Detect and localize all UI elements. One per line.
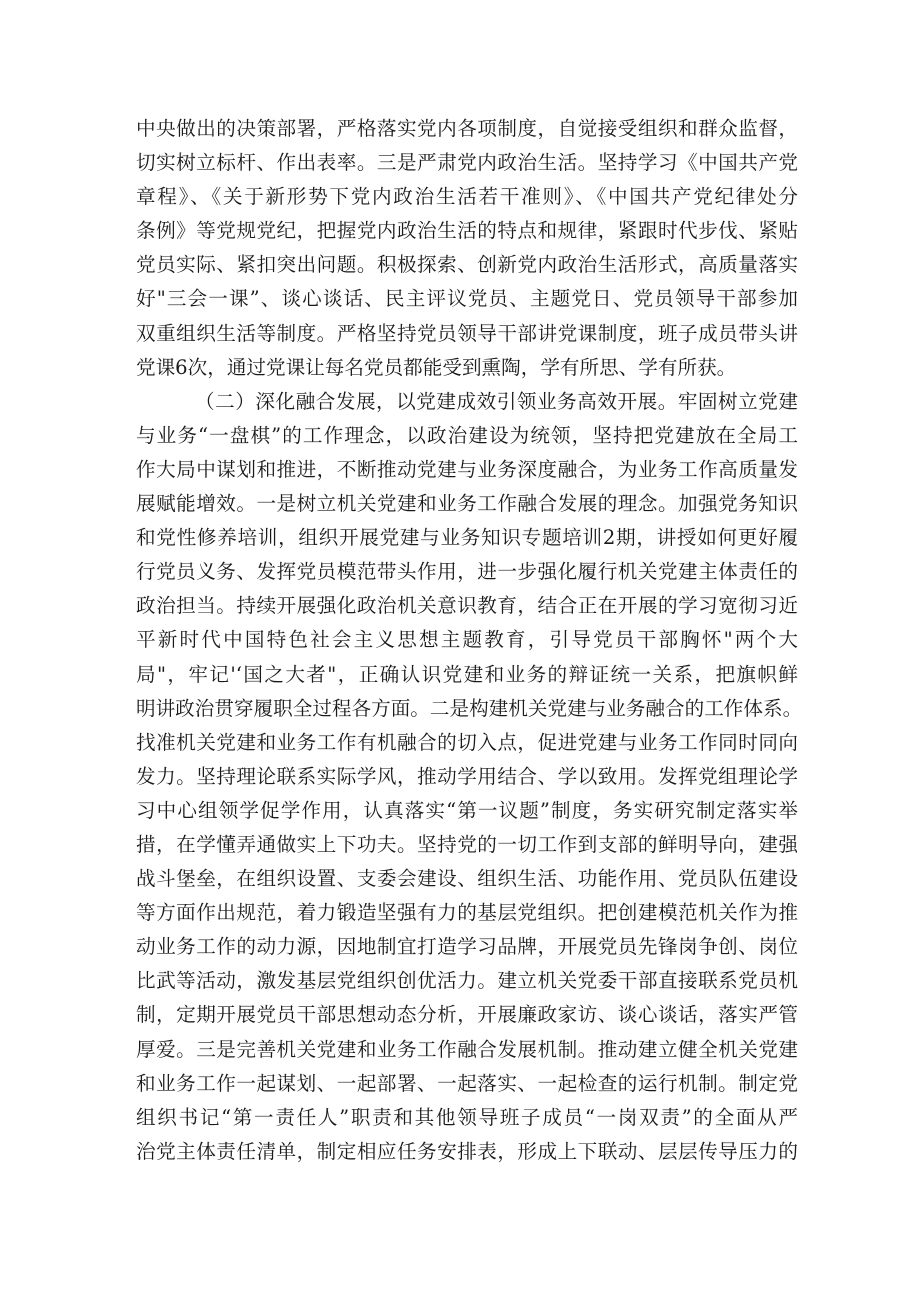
text-line: 习中心组领学促学作用，认真落实“第一议题”制度，务实研究制定落实举 [136, 798, 798, 822]
text-line: 章程》、《关于新形势下党内政治生活若干准则》、《中国共产党纪律处分 [136, 185, 798, 209]
text-line: 行党员义务、发挥党员模范带头作用，进一步强化履行机关党建主体责任的 [136, 560, 798, 584]
text-line: 双重组织生活等制度。严格坚持党员领导干部讲党课制度，班子成员带头讲 [136, 321, 798, 345]
text-line: 党课6次，通过党课让每名党员都能受到熏陶，学有所思、学有所获。 [136, 355, 737, 379]
text-line: 局"，牢记'‘国之大者"，正确认识党建和业务的辩证统一关系，把旗帜鲜 [136, 662, 798, 686]
text-line: 切实树立标杆、作出表率。三是严肃党内政治生活。坚持学习《中国共产党 [136, 151, 798, 175]
text-line: 和业务工作一起谋划、一起部署、一起落实、一起检查的运行机制。制定党 [136, 1071, 798, 1095]
text-line: 和党性修养培训，组织开展党建与业务知识专题培训2期，讲授如何更好履 [136, 526, 798, 550]
text-line: 战斗堡垒，在组织设置、支委会建设、组织生活、功能作用、党员队伍建设 [136, 867, 798, 891]
text-line: 动业务工作的动力源，因地制宜打造学习品牌，开展党员先锋岗争创、岗位 [136, 935, 798, 959]
text-line: 党员实际、紧扣突出问题。积极探索、创新党内政治生活形式，高质量落实 [136, 253, 798, 277]
text-line: 作大局中谋划和推进，不断推动党建与业务深度融合，为业务工作高质量发 [136, 457, 798, 481]
text-line: 中央做出的决策部署，严格落实党内各项制度，自觉接受组织和群众监督， [136, 117, 798, 140]
text-line: 明讲政治贯穿履职全过程各方面。二是构建机关党建与业务融合的工作体系。 [136, 696, 803, 720]
text-line: 比武等活动，激发基层党组织创优活力。建立机关党委干部直接联系党员机 [136, 969, 798, 993]
text-line: 组织书记“第一责任人”职责和其他领导班子成员“一岗双责”的全面从严 [136, 1105, 798, 1129]
text-line: 好"三会一课”、谈心谈话、民主评议党员、主题党日、党员领导干部参加 [136, 287, 798, 311]
text-line: 与业务“一盘棋”的工作理念，以政治建设为统领，坚持把党建放在全局工 [136, 423, 798, 447]
text-line: 展赋能增效。一是树立机关党建和业务工作融合发展的理念。加强党务知识 [136, 492, 798, 516]
text-line: 治党主体责任清单，制定相应任务安排表，形成上下联动、层层传导压力的 [136, 1139, 798, 1163]
section-heading-line: （二）深化融合发展，以党建成效引领业务高效开展。牢固树立党建 [195, 389, 798, 413]
text-line: 条例》等党规党纪，把握党内政治生活的特点和规律，紧跟时代步伐、紧贴 [136, 219, 798, 243]
text-line: 制，定期开展党员干部思想动态分析，开展廉政家访、谈心谈话，落实严管 [136, 1003, 798, 1027]
text-line: 政治担当。持续开展强化政治机关意识教育，结合正在开展的学习宽彻习近 [136, 594, 798, 618]
text-line: 平新时代中国特色社会主义思想主题教育，引导党员干部胸怀"两个大 [136, 628, 798, 652]
text-line: 发力。坚持理论联系实际学风，推动学用结合、学以致用。发挥党组理论学 [136, 764, 798, 788]
body-text [136, 112, 803, 1169]
text-line: 找准机关党建和业务工作有机融合的切入点，促进党建与业务工作同时同向 [136, 730, 798, 754]
text-line: 等方面作出规范，着力锻造坚强有力的基层党组织。把创建模范机关作为推 [136, 901, 798, 925]
text-line: 措，在学懂弄通做实上下功夫。坚持党的一切工作到支部的鲜明导向，建强 [136, 832, 798, 856]
text-line: 厚爱。三是完善机关党建和业务工作融合发展机制。推动建立健全机关党建 [136, 1037, 798, 1061]
